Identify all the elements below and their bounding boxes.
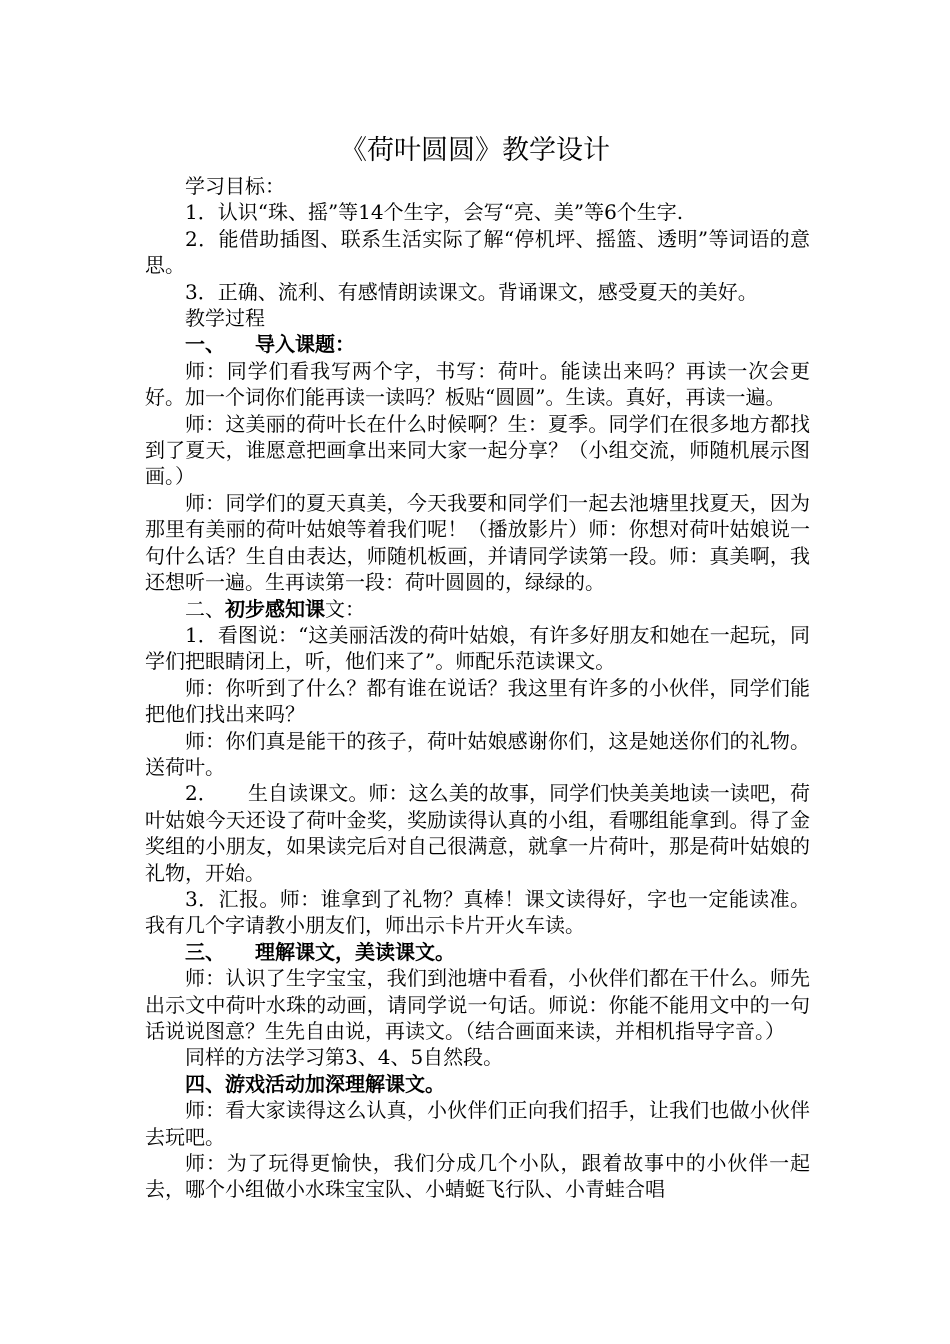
paragraph: 师：认识了生字宝宝，我们到池塘中看看，小伙伴们都在干什么。师先出示文中荷叶水珠的动画，请同学说一句话。师说：你能不能用文中的一句话说说图意？生先自由说，再读文。（结合画面来读，并相机指导字音。） bbox=[145, 966, 810, 1043]
paragraph: 师：你听到了什么？都有谁在说话？我这里有许多的小伙伴，同学们能把他们找出来吗？ bbox=[145, 675, 810, 727]
paragraph: 同样的方法学习第3、4、5自然段。 bbox=[185, 1045, 504, 1070]
section-heading-3 bbox=[145, 939, 810, 965]
paragraph: 师：同学们看我写两个字，书写：荷叶。能读出来吗？再读一次会更好。加一个词你们能再读一读吗？板贴“圆圆”。生读。真好，再读一遍。 bbox=[145, 358, 810, 410]
paragraph: 师：为了玩得更愉快，我们分成几个小队，跟着故事中的小伙伴一起去，哪个小组做小水珠宝宝队、小蜻蜓飞行队、小青蛙合唱 bbox=[145, 1151, 810, 1202]
paragraph: 师：看大家读得这么认真，小伙伴们正向我们招手，让我们也做小伙伴去玩吧。 bbox=[145, 1098, 810, 1149]
section-title: 初步感知课 bbox=[225, 596, 325, 621]
process-heading: 教学过程 bbox=[185, 306, 265, 331]
section-heading-4: 四、游戏活动加深理解课文。 bbox=[185, 1071, 445, 1096]
section-number: 一、 bbox=[185, 332, 225, 357]
objective-item: 1．认识“珠、摇”等14个生字，会写“亮、美”等6个生字. bbox=[185, 200, 684, 225]
section-title-tail: 文： bbox=[325, 596, 365, 621]
paragraph: 师：你们真是能干的孩子，荷叶姑娘感谢你们，这是她送你们的礼物。送荷叶。 bbox=[145, 728, 810, 779]
section-title: 理解课文，美读课文。 bbox=[255, 939, 455, 964]
paragraph: 师：同学们的夏天真美，今天我要和同学们一起去池塘里找夏天，因为那里有美丽的荷叶姑娘等着我们呢！（播放影片）师：你想对荷叶姑娘说一句什么话？生自由表达，师随机板画，并请同学读第一段。师：真美啊，我还想听一遍。生再读第一段：荷叶圆圆的，绿绿的。 bbox=[145, 490, 810, 595]
objectives-heading: 学习目标： bbox=[185, 174, 285, 198]
paragraph: 1．看图说：“这美丽活泼的荷叶姑娘，有许多好朋友和她在一起玩，同学们把眼睛闭上，听，他们来了”。师配乐范读课文。 bbox=[145, 622, 810, 674]
paragraph bbox=[145, 780, 810, 886]
document-body bbox=[145, 173, 810, 1203]
section-heading-2 bbox=[145, 596, 810, 622]
paragraph: 3．汇报。师：谁拿到了礼物？真棒！课文读得好，字也一定能读准。我有几个字请教小朋友们，师出示卡片开火车读。 bbox=[145, 886, 810, 938]
section-number: 三、 bbox=[185, 939, 225, 964]
paragraph-text: 生自读课文。师：这么美的故事，同学们快美美地读一读吧，荷叶姑娘今天还设了荷叶金奖，奖励读得认真的小组，看哪组能拿到。得了金奖组的小朋友，如果读完后对自己很满意，就拿一片荷叶，那是荷叶姑娘的礼物，开始。 bbox=[145, 781, 811, 885]
objective-item: 2．能借助插图、联系生活实际了解“停机坪、摇篮、透明”等词语的意思。 bbox=[145, 226, 810, 278]
list-number: 2． bbox=[185, 781, 218, 806]
document-title: 《荷叶圆圆》教学设计 bbox=[340, 135, 610, 166]
objective-item: 3．正确、流利、有感情朗读课文。背诵课文，感受夏天的美好。 bbox=[185, 279, 758, 304]
section-title: 导入课题： bbox=[255, 332, 355, 357]
paragraph: 师：这美丽的荷叶长在什么时候啊？生：夏季。同学们在很多地方都找到了夏天，谁愿意把画拿出来同大家一起分享？（小组交流，师随机展示图画。） bbox=[145, 411, 810, 489]
section-heading-1 bbox=[145, 331, 810, 357]
section-number: 二、 bbox=[185, 596, 225, 621]
